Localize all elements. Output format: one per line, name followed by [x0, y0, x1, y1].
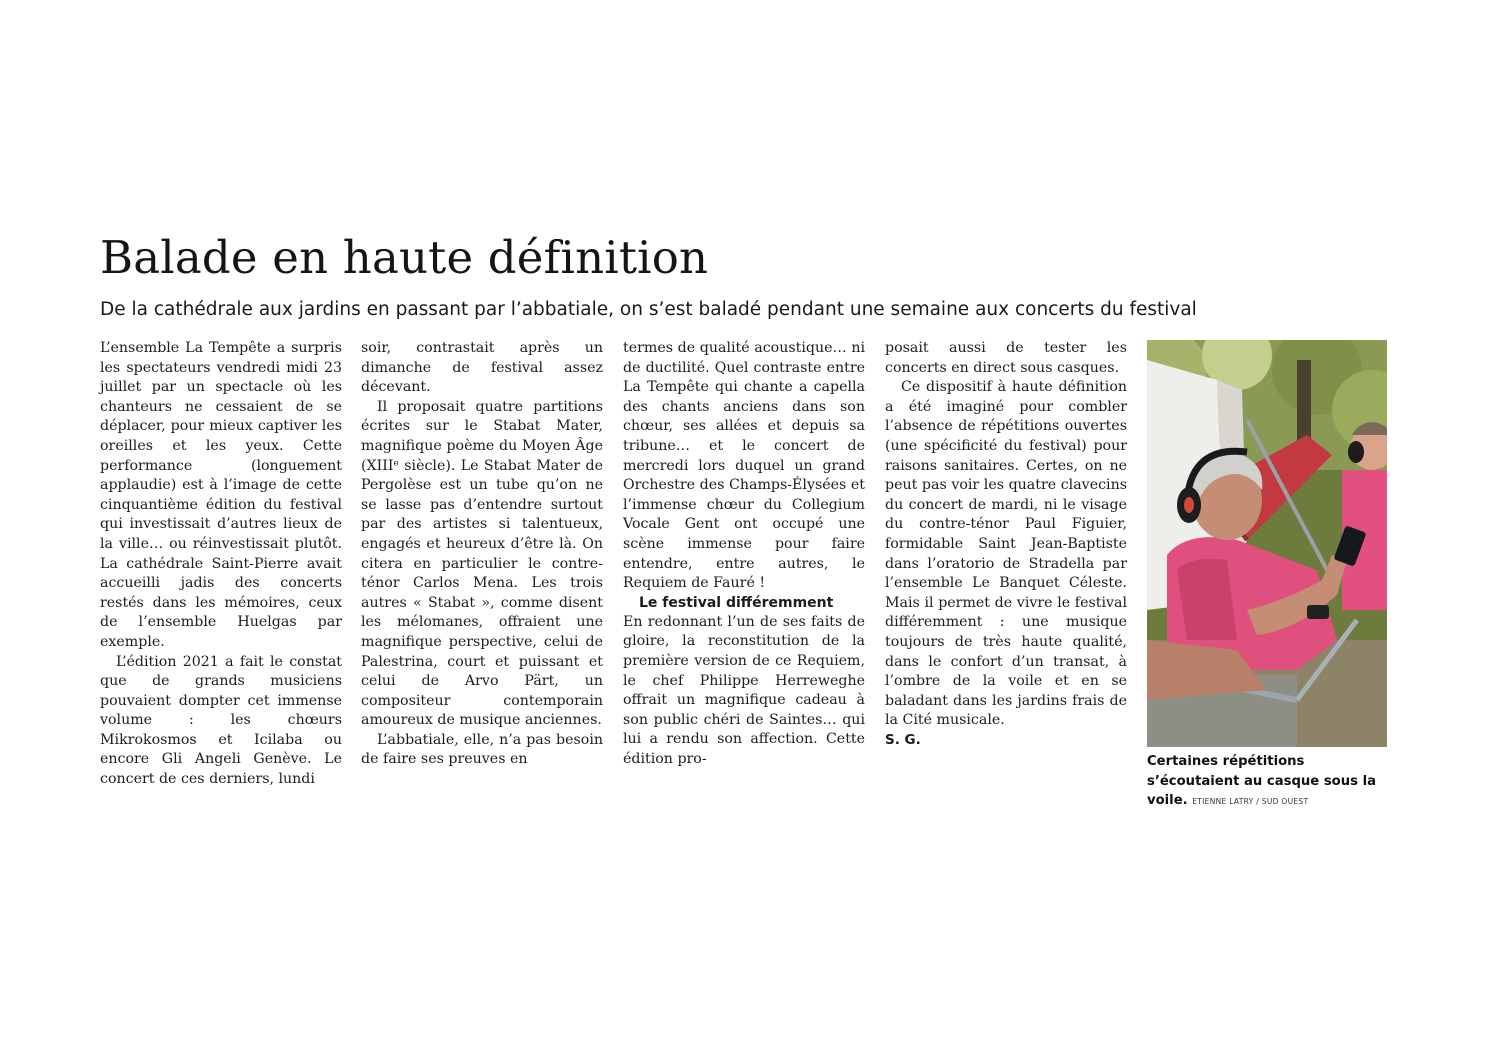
paragraph: Ce dispositif à haute définition a été imaginé pour combler l’absence de répétitions ouvertes (une spécificité du festival) pour raisons sanitaires. Certes, on ne peut pas voir les quatre clavecins du concert de mardi, ni le visage du contre-ténor Paul Figuier, formidable Saint Jean-Baptiste dans l’oratorio de Stradella par l’ensemble Le Banquet Céleste. Mais il permet de vivre le festival différemment : une musique toujours de très haute qualité, dans le confort d’un transat, à l’ombre de la voile et en se baladant dans les jardins frais de la Cité musicale.	[885, 379, 1127, 729]
article-column-4	[885, 339, 1127, 750]
photo-caption	[1147, 752, 1387, 812]
paragraph: posait aussi de tester les concerts en direct sous casques.	[885, 340, 1127, 376]
intertitle: Le festival différemment	[639, 594, 834, 611]
subheadline: De la cathédrale aux jardins en passant par l’abbatiale, on s’est baladé pendant une semaine aux concerts du festival	[100, 299, 1197, 320]
photo-credit: ETIENNE LATRY / SUD OUEST	[1192, 797, 1309, 806]
paragraph: Il proposait quatre partitions écrites sur le Stabat Mater, magnifique poème du Moyen Âge (XIIIᵉ siècle). Le Stabat Mater de Pergolèse est un tube qu’on ne se lasse pas d’entendre surtout par des artistes si talentueux, engagés et heureux d’être là. On citera en particulier le contre-ténor Carlos Mena. Les trois autres « Stabat », comme disent les mélomanes, offraient une magnifique perspective, celui de Palestrina, court et puissant et celui de Arvo Pärt, un compositeur contemporain amoureux de musique anciennes.	[361, 398, 603, 729]
paragraph: soir, contrastait après un dimanche de festival assez décevant.	[361, 340, 603, 396]
article-column-1	[100, 339, 342, 790]
headline: Balade en haute définition	[100, 231, 709, 284]
article-photo	[1147, 340, 1387, 747]
article-column-3	[623, 339, 865, 769]
caption-text: Certaines répétitions s’écoutaient au casque sous la voile.	[1147, 754, 1376, 808]
paragraph: L’ensemble La Tempête a surpris les spectateurs vendredi midi 23 juillet par un spectacle où les chanteurs ne cessaient de se déplacer, pour mieux captiver les oreilles et les yeux. Cette performance (longuement applaudie) est à l’image de cette cinquantième édition du festival qui investissait d’autres lieux de la ville… ou réinvestissait plutôt. La cathédrale Saint-Pierre avait accueilli jadis des concerts restés dans les mémoires, ceux de l’ensemble Huelgas par exemple.	[100, 340, 342, 650]
paragraph: En redonnant l’un de ses faits de gloire, la reconstitution de la première version de ce Requiem, le chef Philippe Herreweghe offrait un magnifique cadeau à son public chéri de Saintes… qui lui a rendu son affection. Cette édition pro-	[623, 613, 865, 767]
paragraph: termes de qualité acoustique… ni de ductilité. Quel contraste entre La Tempête qui chante a capella des chants anciens dans son chœur, ses allées et depuis sa tribune… et le concert de mercredi lors duquel un grand Orchestre des Champs-Élysées et l’immense chœur du Collegium Vocale Gent ont occupé une scène immense pour faire entendre, entre autres, le Requiem de Fauré !	[623, 340, 865, 592]
paragraph: L’édition 2021 a fait le constat que de grands musiciens pouvaient dompter cet immense volume : les chœurs Mikrokosmos et Icilaba ou encore Gli Angeli Genève. Le concert de ces derniers, lundi	[100, 653, 342, 788]
author-signature: S. G.	[885, 731, 921, 748]
article-column-2	[361, 339, 603, 770]
paragraph: L’abbatiale, elle, n’a pas besoin de faire ses preuves en	[361, 731, 603, 768]
